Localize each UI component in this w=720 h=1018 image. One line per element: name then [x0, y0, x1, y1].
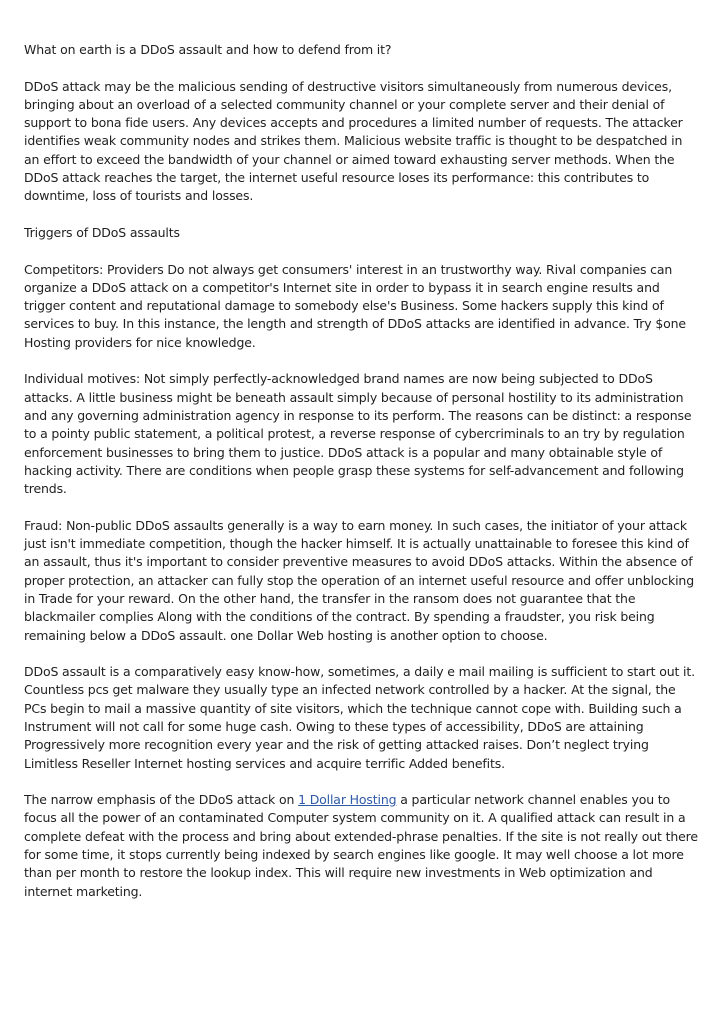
fraud-paragraph: Fraud: Non-public DDoS assaults generally is a way to earn money. In such cases, the initiator of your attack just isn't immediate competition, though the hacker himself. It is actually unattainable to foresee this kind of an assault, thus it's important to consider preventive measures to avoid DDoS attacks. Within the absence of proper protection, an attacker can fully stop the operation of an internet useful resource and offer unblocking in Trade for your reward. On the other hand, the transfer in the ransom does not guarantee that the blackmailer complies Along with the conditions of the contract. By spending a fraudster, you risk being remaining below a DDoS assault. one Dollar Web hosting is another option to choose. [24, 517, 694, 643]
narrow-text-after: a particular network channel enables you to focus all the power of an contaminated Computer system community on it. A qualified attack can result in a complete defeat with the process and bring about extended-phrase penalties. If the site is not really out there for some time, it stops currently being indexed by search engines like google. It may well choose a lot more than per month to restore the lookup index. This will require new investments in Web optimization and internet marketing. [24, 792, 698, 899]
narrow-emphasis-paragraph [24, 791, 698, 901]
article [24, 41, 698, 919]
triggers-heading: Triggers of DDoS assaults [24, 224, 180, 240]
article-title: What on earth is a DDoS assault and how to defend from it? [24, 42, 392, 57]
ease-paragraph: DDoS assault is a comparatively easy know-how, sometimes, a daily e mail mailing is sufficient to start out it. Countless pcs get malware they usually type an infected network controlled by a hacker. At the signal, the PCs begin to mail a massive quantity of site visitors, which the technique cannot cope with. Building such a Instrument will not call for some huge cash. Owing to these types of accessibility, DDoS are attaining Progressively more recognition every year and the risk of getting attacked raises. Don’t neglect trying Limitless Reseller Internet hosting services and acquire terrific Added benefits. [24, 664, 695, 771]
individual-motives-paragraph: Individual motives: Not simply perfectly-acknowledged brand names are now being subjected to DDoS attacks. A little business might be beneath assault simply because of personal hostility to its administration and any governing administration agency in response to its perform. The reasons can be distinct: a response to a pointy public statement, a political protest, a reverse response of cybercriminals to an try by regulation enforcement businesses to bring them to justice. DDoS attack is a popular and many obtainable style of hacking activity. There are conditions when people grasp these systems for self-advancement and following trends. [24, 371, 692, 497]
narrow-text-before: The narrow emphasis of the DDoS attack on [24, 792, 299, 808]
competitors-paragraph: Competitors: Providers Do not always get consumers' interest in an trustworthy way. Rival companies can organize a DDoS attack on a competitor's Internet site in order to bypass it in search engine results and trigger content and reputational damage to somebody else's Business. Some hackers supply this kind of services to buy. In this instance, the length and strength of DDoS attacks are identified in advance. Try $one Hosting providers for nice knowledge. [24, 261, 686, 350]
hosting-link[interactable]: 1 Dollar Hosting [298, 792, 397, 808]
intro-paragraph: DDoS attack may be the malicious sending of destructive visitors simultaneously from numerous devices, bringing about an overload of a selected community channel or your complete server and their denial of support to bona fide users. Any devices accepts and procedures a limited number of requests. The attacker identifies weak community nodes and strikes them. Malicious website traffic is thought to be despatched in an effort to exceed the bandwidth of your channel or aimed toward exhausting server methods. When the DDoS attack reaches the target, the internet useful resource loses its performance: this contributes to downtime, loss of tourists and losses. [24, 78, 683, 204]
